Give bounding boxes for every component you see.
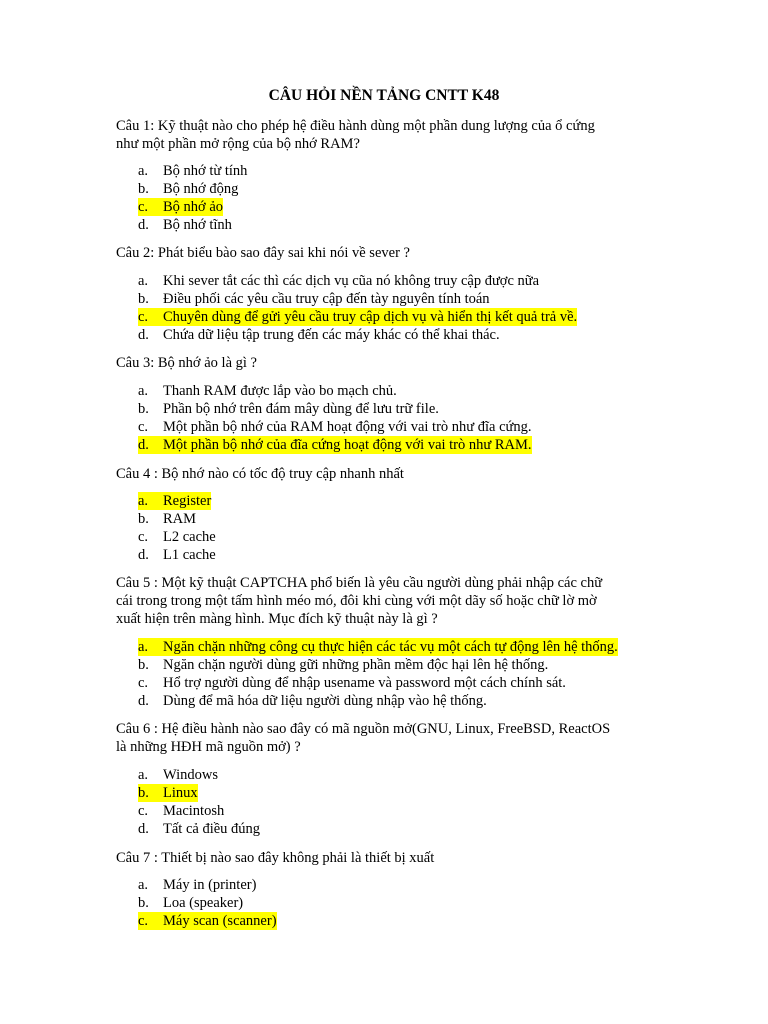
question-3-text-line-1: Câu 3: Bộ nhớ ảo là gì ? — [116, 355, 257, 371]
question-1-text-line-1: Câu 1: Kỹ thuật nào cho phép hệ điều hành dùng một phần dung lượng của ổ cứng — [116, 118, 595, 134]
option-letter: b. — [138, 401, 149, 417]
option-text: Bộ nhớ ảo — [163, 199, 224, 215]
option-text: Một phần bộ nhớ của RAM hoạt động với vai trò như đĩa cứng. — [163, 419, 532, 435]
question-1-option-a — [138, 162, 247, 180]
option-letter: a. — [138, 767, 149, 783]
question-1-option-b — [138, 180, 238, 198]
option-text: Bộ nhớ từ tính — [163, 163, 248, 179]
option-text: Loa (speaker) — [163, 895, 244, 911]
option-text: Register — [163, 493, 212, 509]
question-7-option-c-highlighted — [138, 912, 277, 930]
question-6-option-a — [138, 766, 218, 784]
question-3-option-d-highlighted — [138, 436, 532, 454]
option-letter: b. — [138, 181, 149, 197]
question-5-text-line-2: cái trong trong một tấm hình méo mó, đôi khi cùng với một dãy số hoặc chữ lờ mờ — [116, 593, 597, 609]
question-4-option-a-highlighted — [138, 492, 211, 510]
question-5-text-line-1: Câu 5 : Một kỹ thuật CAPTCHA phổ biến là yêu cầu người dùng phải nhập các chữ — [116, 575, 603, 591]
option-letter: d. — [138, 437, 149, 453]
option-text: Tất cả điều đúng — [163, 821, 261, 837]
option-letter: c. — [138, 913, 149, 929]
option-text: Chuyên dùng để gửi yêu cầu truy cập dịch vụ và hiển thị kết quả trả về. — [163, 309, 578, 325]
question-3-option-a — [138, 382, 397, 400]
question-7-option-b — [138, 894, 243, 912]
option-text: Linux — [163, 785, 198, 801]
option-letter: b. — [138, 511, 149, 527]
question-6-option-b-highlighted — [138, 784, 198, 802]
option-text: Thanh RAM được lắp vào bo mạch chủ. — [163, 383, 397, 399]
question-2-option-a — [138, 272, 539, 290]
option-text: L1 cache — [163, 547, 216, 563]
question-7-option-a — [138, 876, 256, 894]
question-5-option-a-highlighted — [138, 638, 618, 656]
question-5-option-d — [138, 692, 487, 710]
option-letter: a. — [138, 493, 149, 509]
option-text: Dùng để mã hóa dữ liệu người dùng nhập vào hệ thống. — [163, 693, 487, 709]
option-text: Chứa dữ liệu tập trung đến các máy khác có thể khai thác. — [163, 327, 500, 343]
option-letter: b. — [138, 657, 149, 673]
question-2-option-b — [138, 290, 490, 308]
question-5-option-b — [138, 656, 548, 674]
question-6-text-line-1: Câu 6 : Hệ điều hành nào sao đây có mã nguồn mở(GNU, Linux, FreeBSD, ReactOS — [116, 721, 611, 737]
question-4-option-c — [138, 528, 216, 546]
option-text: Hổ trợ người dùng để nhập usename và password một cách chính sát. — [163, 675, 566, 691]
option-text: Máy scan (scanner) — [163, 913, 277, 929]
option-text: Điều phối các yêu cầu truy cập đến tày nguyên tính toán — [163, 291, 490, 307]
question-6-option-d — [138, 820, 260, 838]
question-4-option-b — [138, 510, 196, 528]
question-4-option-d — [138, 546, 216, 564]
question-1-text-line-2: như một phần mở rộng của bộ nhớ RAM? — [116, 136, 360, 152]
option-text: RAM — [163, 511, 197, 527]
option-letter: a. — [138, 639, 149, 655]
option-letter: c. — [138, 309, 149, 325]
option-letter: a. — [138, 877, 149, 893]
question-3-option-c — [138, 418, 532, 436]
option-letter: d. — [138, 821, 149, 837]
option-text: Bộ nhớ động — [163, 181, 239, 197]
option-letter: a. — [138, 273, 149, 289]
option-letter: d. — [138, 693, 149, 709]
document-title: CÂU HỎI NỀN TẢNG CNTT K48 — [268, 87, 500, 104]
option-letter: b. — [138, 785, 149, 801]
question-2-text-line-1: Câu 2: Phát biểu bào sao đây sai khi nói về sever ? — [116, 245, 410, 261]
option-letter: d. — [138, 327, 149, 343]
question-4-text-line-1: Câu 4 : Bộ nhớ nào có tốc độ truy cập nhanh nhất — [116, 466, 404, 482]
question-2-option-c-highlighted — [138, 308, 577, 326]
option-letter: c. — [138, 199, 149, 215]
option-text: Phần bộ nhớ trên đám mây dùng để lưu trữ file. — [163, 401, 439, 417]
option-text: Ngăn chặn người dùng gữi những phần mềm độc hại lên hệ thống. — [163, 657, 549, 673]
option-letter: c. — [138, 529, 149, 545]
question-1-option-c-highlighted — [138, 198, 223, 216]
option-letter: c. — [138, 675, 149, 691]
option-text: Một phần bộ nhớ của đĩa cứng hoạt động với vai trò như RAM. — [163, 437, 532, 453]
question-7-text-line-1: Câu 7 : Thiết bị nào sao đây không phải là thiết bị xuất — [116, 850, 435, 866]
option-text: Khi sever tắt các thì các dịch vụ cũa nó không truy cập được nữa — [163, 273, 540, 289]
option-text: Ngăn chặn những công cụ thực hiện các tác vụ một cách tự động lên hệ thống. — [163, 639, 618, 655]
option-letter: c. — [138, 803, 149, 819]
option-letter: b. — [138, 895, 149, 911]
option-letter: d. — [138, 217, 149, 233]
option-letter: a. — [138, 383, 149, 399]
question-1-option-d — [138, 216, 232, 234]
option-letter: a. — [138, 163, 149, 179]
question-5-text-line-3: xuất hiện trên màng hình. Mục đích kỹ thuật này là gì ? — [116, 611, 438, 627]
option-letter: c. — [138, 419, 149, 435]
option-letter: b. — [138, 291, 149, 307]
option-text: L2 cache — [163, 529, 216, 545]
option-text: Máy in (printer) — [163, 877, 257, 893]
question-2-option-d — [138, 326, 500, 344]
question-5-option-c — [138, 674, 566, 692]
option-letter: d. — [138, 547, 149, 563]
option-text: Windows — [163, 767, 218, 783]
option-text: Bộ nhớ tĩnh — [163, 217, 232, 233]
question-6-text-line-2: là những HĐH mã nguồn mở) ? — [116, 739, 301, 755]
question-6-option-c — [138, 802, 224, 820]
option-text: Macintosh — [163, 803, 225, 819]
question-3-option-b — [138, 400, 439, 418]
